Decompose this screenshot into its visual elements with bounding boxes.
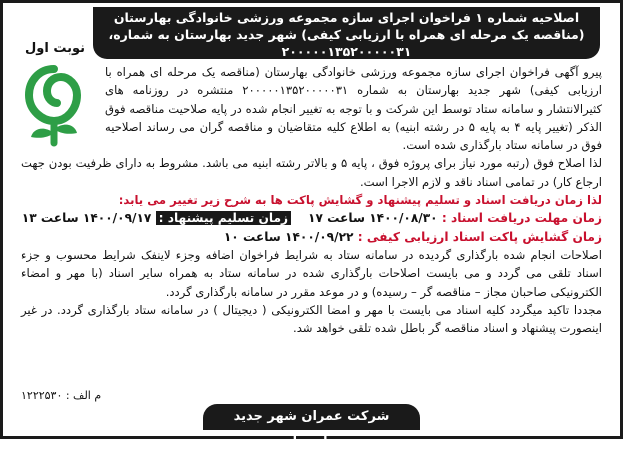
paragraph-4: مجددا تاکید میگردد کلیه اسناد می بایست با مهر و امضا الکترونیکی ( دیجیتال ) در سامانه ستاد بارگذاری گردد. در غیر اینصورت پیشنهاد و اسناد مناقصه گر باطل شده تلقی خواهد شد.: [21, 302, 602, 336]
paragraph-1: پیرو آگهی فراخوان اجرای سازه مجموعه ورزشی خانوادگی بهارستان (مناقصه یک مرحله ای همراه با ارزیابی کیفی) شهر جدید بهارستان به شماره ۲۰۰۰۰۰۱۳۵۲۰۰۰۰۰۳۱ منتشره در روزنامه های کثیرالانتشار و سامانه ستاد توسط این شرکت و با توجه به تغییر انجام شده در پایه صلاحیت مناقصه فوق الذکر (تغییر پایه ۴ به پایه ۵ در رشته ابنیه) به اطلاع کلیه متقاضیان و مناقصه گران می رساند اصلاحیه فوق در سامانه ستاد بارگذاری شده است.: [105, 65, 603, 153]
submit-label: زمان تسلیم پیشنهاد :: [156, 211, 291, 225]
schedule-line-2: [21, 228, 602, 246]
receive-value: ۱۴۰۰/۰۸/۳۰ ساعت ۱۷: [308, 211, 438, 226]
schedule-line-1: [21, 209, 602, 227]
receive-label: زمان مهلت دریافت اسناد :: [441, 211, 602, 226]
paragraph-2: لذا اصلاح فوق (رتبه مورد نیاز برای پروژه فوق ، پایه ۵ و بالاتر رشته ابنیه می باشد. مشروط به دارای ظرفیت بودن جهت ارجاع کار) در تمامی اسناد ناقد و لازم الاجرا است.: [21, 156, 603, 189]
submit-value: ۱۴۰۰/۰۹/۱۷ ساعت ۱۳: [21, 211, 152, 226]
header-line-1: اصلاحیه شماره ۱ فراخوان اجرای سازه مجموعه ورزشی خانوادگی بهارستان: [113, 10, 580, 25]
footer-company: شرکت عمران شهر جدید بهارستان: [203, 404, 420, 430]
schedule-heading: لذا زمان دریافت اسناد و تسلیم پیشنهاد و گشایش پاکت ها به شرح زیر تغییر می یابد:: [118, 193, 602, 208]
notice-header: [93, 7, 600, 59]
reference-code: م الف : ۱۲۲۲۵۳۰: [21, 389, 102, 402]
header-line-3: ۲۰۰۰۰۰۱۳۵۲۰۰۰۰۰۳۱: [281, 44, 412, 59]
header-line-2: (مناقصه یک مرحله ای همراه با ارزیابی کیفی) شهر جدید بهارستان به شماره،: [108, 27, 585, 42]
paragraph-3: اصلاحات انجام شده بارگذاری گردیده در سامانه ستاد به شرایط فراخوان اضافه وجزء لاینفک شرایط محسوب و جزء اسناد تلقی می گردد و می بایست اصلاحات بارگذاری شده در سامانه ستاد به همراه سایر اسناد (با مهر و امضاء الکترونیکی صاحبان مجاز – مناقصه گر – رسیده) و در موعد مقرر در سامانه بارگذاری گردد.: [21, 247, 602, 299]
open-label: زمان گشایش پاکت اسناد ارزیابی کیفی :: [357, 229, 602, 244]
notice-body: [21, 63, 602, 337]
turn-label: نوبت اول: [25, 41, 86, 56]
open-value: ۱۴۰۰/۰۹/۲۲ ساعت ۱۰: [223, 229, 354, 244]
